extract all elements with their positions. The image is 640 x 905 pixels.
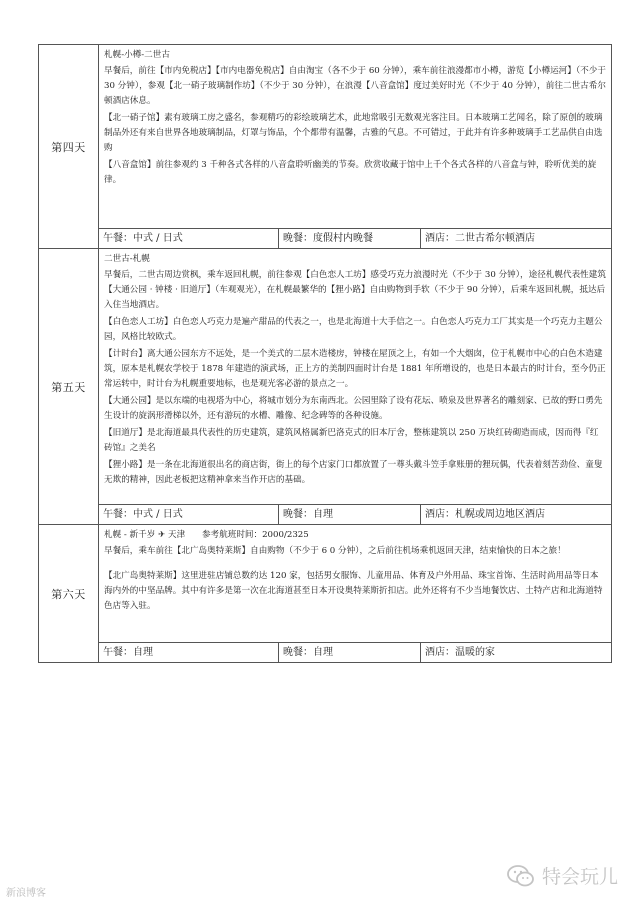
paragraph: 【狸小路】是一条在北海道很出名的商店街，街上的每个店家门口都放置了一尊头戴斗笠手拿账册的狸玩偶，代表着刻苦劲俭、童叟无欺的精神，因此老板把这精神拿来当作开店的基础。	[104, 460, 603, 485]
day-content	[99, 249, 612, 525]
route-line	[104, 528, 606, 543]
hotel-cell: 酒店：札幌或周边地区酒店	[425, 509, 545, 520]
paragraph: 【北广岛奥特莱斯】这里进驻店铺总数约达 120 家，包括男女服饰、儿童用品、体育及户外用品、珠宝首饰、生活时尚用品等日本海内外的中坚品牌。其中有许多是第一次在北海道甚至日本开设奥特莱斯折扣店。此外还将有不少当地餐饮店、土特产店和北海道特色店等入驻。	[104, 571, 603, 611]
hotel-cell: 酒店：温暖的家	[425, 647, 495, 658]
flight-reference: 参考航班时间：2000/2325	[201, 530, 309, 540]
day-row-5	[39, 249, 612, 525]
lunch-cell: 午餐：自理	[99, 643, 279, 662]
lunch-cell: 午餐：中式 / 日式	[99, 229, 279, 248]
wechat-icon	[506, 863, 536, 889]
paragraph: 【北一硝子馆】素有玻璃工房之盛名，参观精巧的彩绘玻璃艺术，此地常吸引无数观光客注目。日本玻璃工艺闻名，除了原创的玻璃制品外还有来自世界各地玻璃制品，灯罩与饰品，个个都带有温馨，古雅的气息。不可错过，于此并有许多种玻璃手工艺品供自由选购	[104, 113, 603, 153]
itinerary-table	[38, 44, 612, 663]
day-label: 第四天	[39, 45, 99, 249]
day-label: 第六天	[39, 525, 99, 663]
paragraph: 【大通公园】是以东端的电视塔为中心，将城市划分为东南西北。公园里除了设有花坛、喷泉及世界著名的雕刻家、已故的野口勇先生设计的旋涡形滑梯以外，还有游玩的水槽、雕像、纪念碑等的各种设施。	[104, 396, 603, 421]
route-text: 札幌 - 新千岁 ✈ 天津	[104, 530, 186, 540]
paragraph: 早餐后，前往【市内免税店】【市内电器免税店】自由淘宝（各不少于 60 分钟），乘车前往浪漫都市小樽，游览【小樽运河】（不少于 30 分钟），参观【北一硝子玻璃制作坊】（不少于 30 分钟），在浪漫【八音盒馆】度过美好时光（不少于 40 分钟），前往二世古希尔顿酒店休息。	[104, 66, 606, 106]
dinner-cell: 晚餐：度假村内晚餐	[279, 229, 421, 248]
day-content	[99, 45, 612, 249]
route-line: 札幌-小樽-二世古	[104, 50, 170, 60]
dinner-cell: 晚餐：自理	[279, 505, 421, 524]
paragraph: 早餐后，二世古周边赏枫，乘车返回札幌，前往参观【白色恋人工坊】感受巧克力浪漫时光（不少于 30 分钟），途径札幌代表性建筑【大通公园 · 钟楼 · 旧道厅】（车观观光），在札幌最繁华的【狸小路】自由购物到手软（不少于 90 分钟），后乘车返回札幌，抵达后入住当地酒店。	[104, 270, 606, 310]
day-row-4	[39, 45, 612, 249]
paragraph: 【计时台】离大通公园东方不远处，是一个美式的二层木造楼房，钟楼在屋顶之上，有如一个大烟囱，位于札幌市中心的白色木造建筑，原本是札幌农学校于 1878 年建造的演武场，正上方的美制四面时计台是 1881 年所增设的，也是日本最古的时计台，至今仍正常运转中，时计台为札幌重要地标，也是观光客必游的景点之一。	[104, 349, 606, 389]
day-content	[99, 525, 612, 663]
blog-watermark: 新浪博客	[6, 888, 46, 899]
meals-row	[99, 228, 611, 248]
day-label: 第五天	[39, 249, 99, 525]
wechat-account-name: 特会玩儿	[541, 866, 618, 888]
lunch-cell: 午餐：中式 / 日式	[99, 505, 279, 524]
day-row-6	[39, 525, 612, 663]
meals-row	[99, 504, 611, 524]
paragraph: 【白色恋人工坊】白色恋人巧克力是遍产甜品的代表之一，也是北海道十大手信之一。白色恋人巧克力工厂其实是一个巧克力主题公园，风格比较欧式。	[104, 317, 603, 342]
meals-row	[99, 642, 611, 662]
wechat-watermark	[506, 862, 618, 889]
paragraph: 【旧道厅】是北海道最具代表性的历史建筑，建筑风格属新巴洛克式的旧本厅舍，整栋建筑以 250 万块红砖砌造而成，因而得『红砖馆』之美名	[104, 428, 599, 453]
hotel-cell: 酒店：二世古希尔顿酒店	[425, 233, 535, 244]
route-line: 二世古-札幌	[104, 254, 150, 264]
paragraph: 早餐后，乘车前往【北广岛奥特莱斯】自由购物（不少于 6 0 分钟），之后前往机场乘机返回天津，结束愉快的日本之旅！	[104, 546, 566, 556]
dinner-cell: 晚餐：自理	[279, 643, 421, 662]
paragraph: 【八音盒馆】前往参观约 3 千种各式各样的八音盒聆听幽美的节奏。欣赏收藏于馆中上千个各式各样的八音盒与钟，聆听优美的旋律。	[104, 160, 597, 185]
spacer	[104, 561, 606, 569]
